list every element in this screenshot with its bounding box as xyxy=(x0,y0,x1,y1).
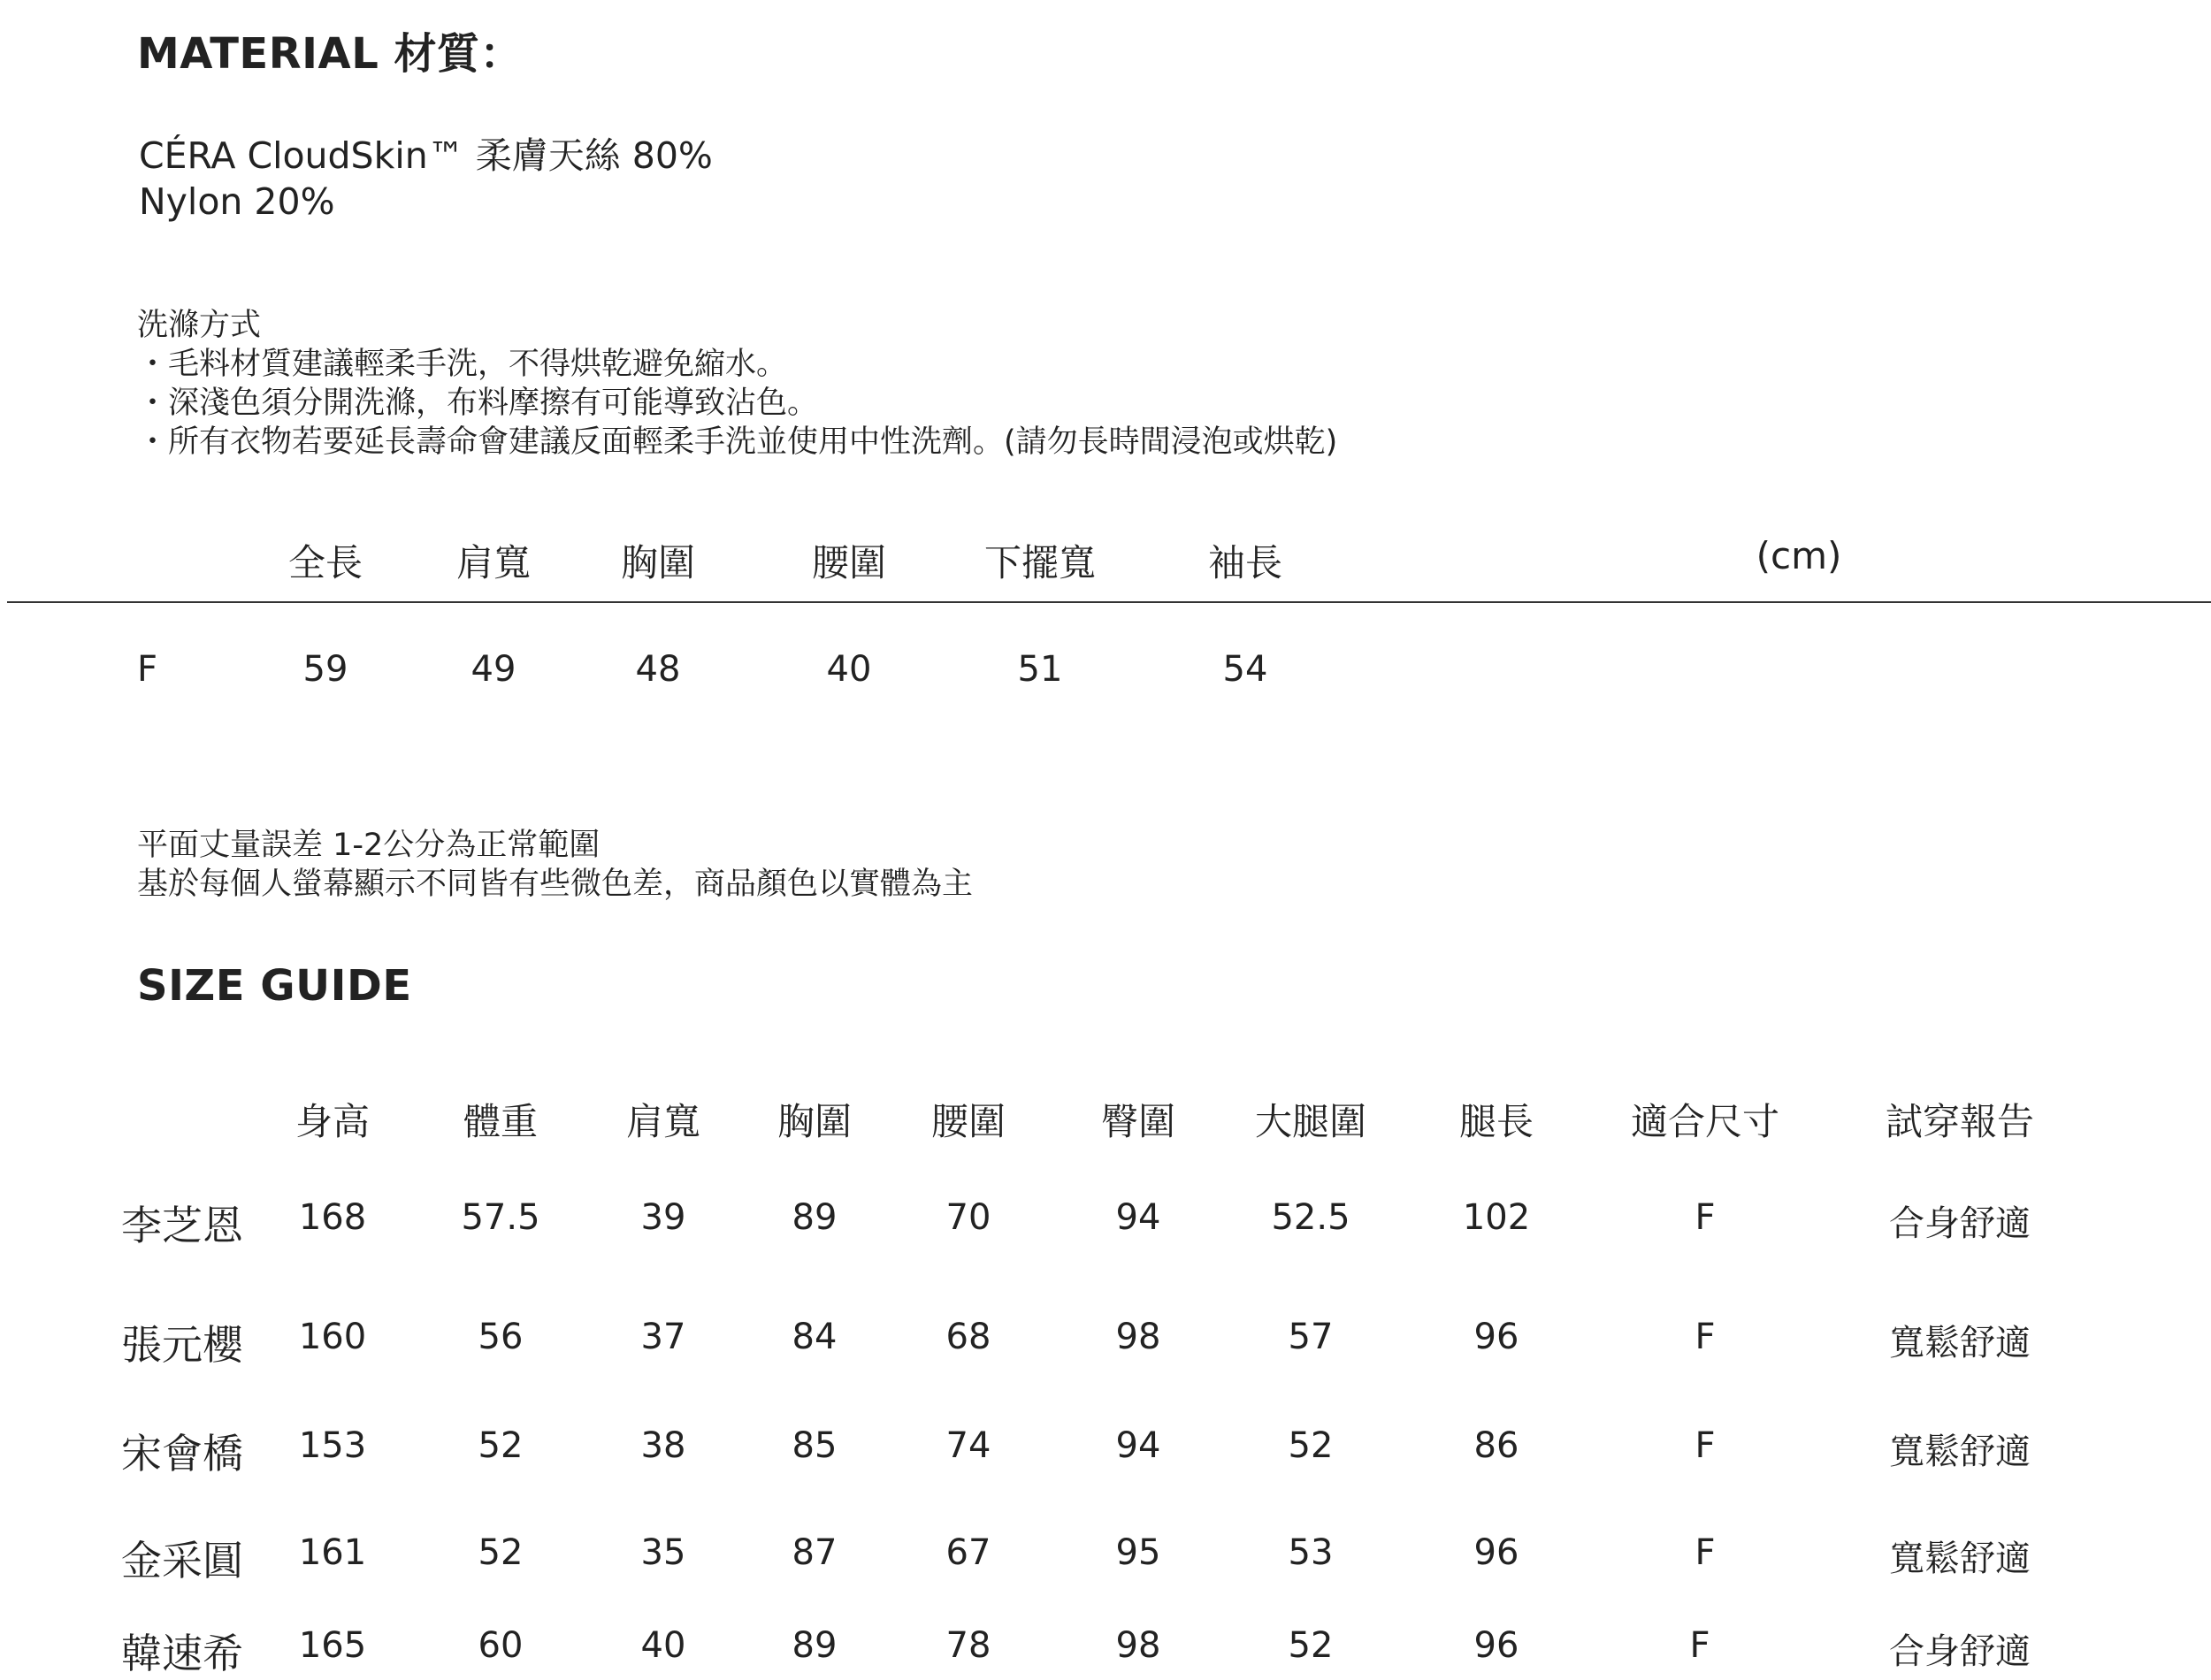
sg-cell-leg: 102 xyxy=(1462,1197,1531,1238)
sg-cell-weight: 52 xyxy=(478,1425,524,1466)
sg-cell-height: 168 xyxy=(298,1197,367,1238)
sg-cell-shoulder: 39 xyxy=(640,1197,686,1238)
material-title: MATERIAL 材質： xyxy=(137,29,523,79)
measure-value-hem: 51 xyxy=(1017,649,1063,690)
sg-cell-shoulder: 37 xyxy=(640,1317,686,1357)
measure-unit: (cm) xyxy=(1756,534,1842,577)
sg-cell-report: 合身舒適 xyxy=(1889,1631,2031,1672)
sg-cell-fit-size: F xyxy=(1695,1532,1716,1573)
sg-cell-chest: 89 xyxy=(792,1625,838,1666)
sg-cell-thigh: 57 xyxy=(1288,1317,1334,1357)
sg-header-waist: 腰圍 xyxy=(930,1100,1006,1143)
sg-cell-leg: 86 xyxy=(1473,1425,1519,1466)
sg-cell-thigh: 52.5 xyxy=(1271,1197,1350,1238)
measure-header-hem: 下擺寬 xyxy=(983,541,1097,584)
sg-cell-thigh: 52 xyxy=(1288,1425,1334,1466)
sg-cell-waist: 68 xyxy=(945,1317,991,1357)
sg-header-thigh: 大腿圍 xyxy=(1254,1100,1367,1143)
sg-cell-fit-size: F xyxy=(1695,1425,1716,1466)
sg-cell-chest: 89 xyxy=(792,1197,838,1238)
sg-cell-report: 寬鬆舒適 xyxy=(1889,1539,2031,1579)
care-line-1: ・毛料材質建議輕柔手洗，不得烘乾避免縮水。 xyxy=(137,347,788,382)
sg-row-name: 張元櫻 xyxy=(121,1321,243,1369)
sg-cell-report: 寬鬆舒適 xyxy=(1889,1323,2031,1363)
care-line-2: ・深淺色須分開洗滌，布料摩擦有可能導致沾色。 xyxy=(137,386,819,421)
sg-header-chest: 胸圍 xyxy=(777,1100,853,1143)
measure-header-shoulder: 肩寬 xyxy=(455,541,532,584)
size-guide-title: SIZE GUIDE xyxy=(137,961,412,1011)
measure-header-chest: 胸圍 xyxy=(620,541,696,584)
sg-cell-height: 161 xyxy=(298,1532,367,1573)
sg-row-name: 韓速希 xyxy=(121,1630,243,1677)
sg-cell-chest: 84 xyxy=(792,1317,838,1357)
sg-header-weight: 體重 xyxy=(463,1100,539,1143)
sg-header-height: 身高 xyxy=(295,1100,371,1143)
note-line-2: 基於每個人螢幕顯示不同皆有些微色差，商品顏色以實體為主 xyxy=(137,867,974,902)
sg-row-name: 李芝恩 xyxy=(121,1202,243,1249)
sg-cell-waist: 74 xyxy=(945,1425,991,1466)
sg-row-name: 金采圓 xyxy=(121,1537,243,1585)
sg-cell-weight: 60 xyxy=(478,1625,524,1666)
sg-cell-weight: 52 xyxy=(478,1532,524,1573)
sg-cell-weight: 57.5 xyxy=(461,1197,540,1238)
sg-header-report: 試穿報告 xyxy=(1885,1100,2035,1143)
sg-cell-height: 153 xyxy=(298,1425,367,1466)
sg-cell-waist: 67 xyxy=(945,1532,991,1573)
sg-cell-waist: 70 xyxy=(945,1197,991,1238)
sg-cell-hip: 98 xyxy=(1115,1317,1161,1357)
sg-cell-thigh: 52 xyxy=(1288,1625,1334,1666)
sg-cell-leg: 96 xyxy=(1473,1317,1519,1357)
sg-header-hip: 臀圍 xyxy=(1100,1100,1176,1143)
sg-cell-thigh: 53 xyxy=(1288,1532,1334,1573)
measure-header-waist: 腰圍 xyxy=(811,541,887,584)
material-line-1: CÉRA CloudSkin™ 柔膚天絲 80% xyxy=(139,134,713,177)
sg-row-name: 宋會橋 xyxy=(121,1430,243,1478)
measure-value-sleeve: 54 xyxy=(1222,649,1268,690)
sg-header-fit-size: 適合尺寸 xyxy=(1630,1100,1780,1143)
sg-cell-weight: 56 xyxy=(478,1317,524,1357)
sg-cell-shoulder: 40 xyxy=(640,1625,686,1666)
sg-cell-shoulder: 38 xyxy=(640,1425,686,1466)
sg-cell-hip: 95 xyxy=(1115,1532,1161,1573)
sg-cell-fit-size: F xyxy=(1695,1197,1716,1238)
care-line-3: ・所有衣物若要延長壽命會建議反面輕柔手洗並使用中性洗劑。(請勿長時間浸泡或烘乾) xyxy=(137,424,1338,460)
sg-cell-report: 寬鬆舒適 xyxy=(1889,1432,2031,1472)
measure-size-label: F xyxy=(137,649,158,690)
sg-cell-fit-size: F xyxy=(1695,1317,1716,1357)
measure-value-length: 59 xyxy=(302,649,348,690)
sg-cell-leg: 96 xyxy=(1473,1625,1519,1666)
material-line-2: Nylon 20% xyxy=(139,180,335,223)
sg-cell-height: 165 xyxy=(298,1625,367,1666)
measure-header-sleeve: 袖長 xyxy=(1207,541,1283,584)
sg-cell-height: 160 xyxy=(298,1317,367,1357)
sg-cell-hip: 98 xyxy=(1115,1625,1161,1666)
sg-cell-chest: 87 xyxy=(792,1532,838,1573)
sg-cell-hip: 94 xyxy=(1115,1425,1161,1466)
measure-value-shoulder: 49 xyxy=(471,649,516,690)
sg-header-shoulder: 肩寬 xyxy=(625,1100,701,1143)
sg-cell-waist: 78 xyxy=(945,1625,991,1666)
sg-cell-chest: 85 xyxy=(792,1425,838,1466)
sg-cell-hip: 94 xyxy=(1115,1197,1161,1238)
measure-value-waist: 40 xyxy=(826,649,872,690)
care-title: 洗滌方式 xyxy=(137,308,262,343)
measure-header-length: 全長 xyxy=(287,541,363,584)
sg-header-leg: 腿長 xyxy=(1458,1100,1534,1143)
sg-cell-report: 合身舒適 xyxy=(1889,1203,2031,1244)
sg-cell-leg: 96 xyxy=(1473,1532,1519,1573)
measure-divider xyxy=(7,601,2211,603)
sg-cell-fit-size: F xyxy=(1689,1625,1710,1666)
measure-value-chest: 48 xyxy=(635,649,681,690)
note-line-1: 平面丈量誤差 1-2公分為正常範圍 xyxy=(137,828,601,863)
sg-cell-shoulder: 35 xyxy=(640,1532,686,1573)
